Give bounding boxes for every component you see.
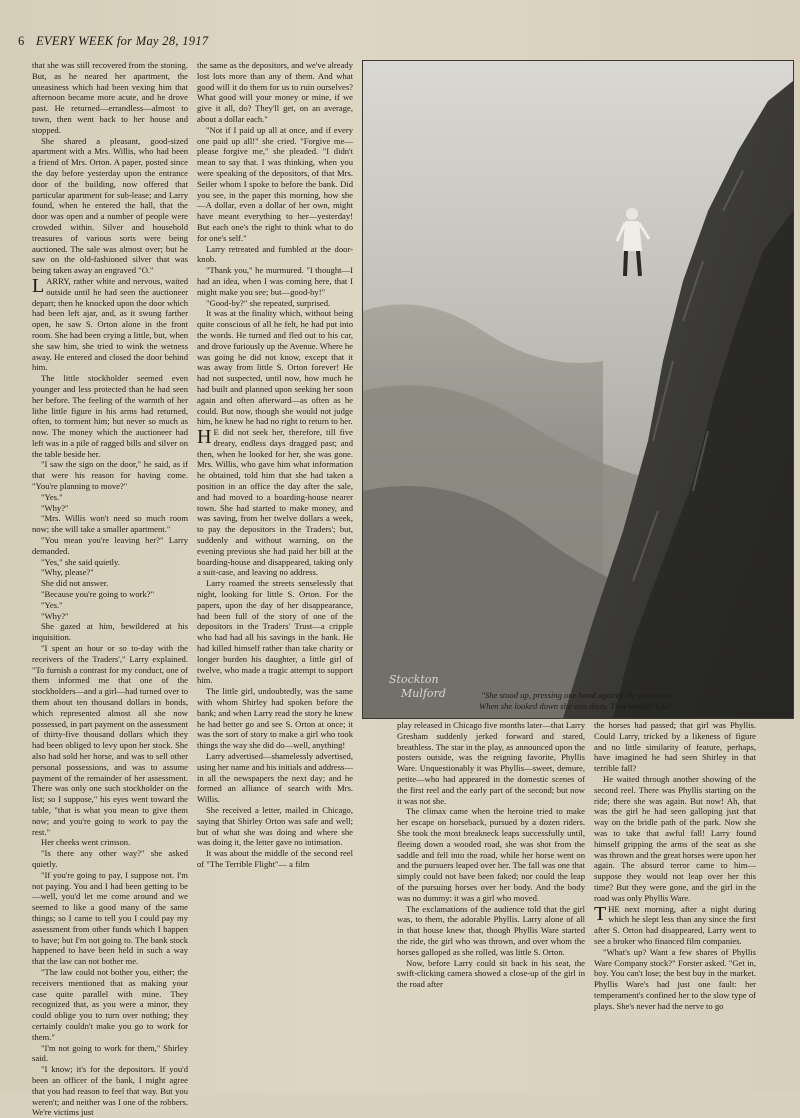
paragraph [197, 308, 353, 427]
paragraph-text: "Is there any other way?" she asked quietly. [32, 848, 188, 869]
paragraph-text: "I spent an hour or so to-day with the receivers of the Traders'," Larry explained. "To furnish a contrast for my conduct, one of them informed me that one of the stockholders—and a girl—had turned over to them about ten thousand dollars in bonds, which represented almost all she now possessed, in part payment on the assessment of thirty-five thousand dollars which they had been obliged to levy upon her stock. She also had sold her horse, and was to sell other personal possessions, and was to assume payment of the remainder of her assessment. There was only one such stockholder on the list; so I suppose," his eyes went toward the table, "that is what you mean to give them now; and you're going to work to pay the rest." [32, 643, 188, 837]
paragraph [32, 1043, 188, 1065]
mountain-illustration [362, 60, 794, 719]
paragraph [197, 125, 353, 244]
paragraph-text: She gazed at him, bewildered at his inquisition. [32, 621, 188, 643]
paragraph-text: Now, before Larry could sit back in his seat, the swift-clicking camera showed a close-up of the girl in the road after [397, 957, 585, 990]
illustration-caption [362, 690, 792, 712]
paragraph [32, 557, 188, 568]
paragraph [32, 276, 188, 373]
paragraph-text: "Good-by?" she repeated, surprised. [206, 297, 331, 308]
paragraph [32, 459, 188, 491]
paragraph [197, 578, 353, 686]
paragraph-text: It was at the finality which, without being quite conscious of all he felt, he had put into the words. He turned and fled out to his car, and drove furiously up the Avenue. Where he was going he did not know, except that it was away from little S. Orton forever! He had not suspected, until now, how much he had built and planned upon seeking her soon again and often afterward—as often as he could. But now, though she would not judge him, he knew he had no right to return to her. [197, 308, 353, 427]
paragraph [32, 837, 188, 848]
paragraph [397, 904, 585, 958]
paragraph [32, 611, 188, 622]
paragraph-text: "What's up? Want a few shares of Phyllis Ware Company stock?" Forster asked. "Get in, boy. You can't lose; the best buy in the market. Phyllis Ware's had just one fault: her temperament's confined her to the slow type of plays. She's never had the nerve to go [594, 946, 756, 1011]
paragraph-text: E did not seek her, therefore, till five dreary, endless days dragged past; and then, when he looked for her, she was gone. Mrs. Willis, who gave him what information he obtained, told him that she had taken a position in an office the day after the sale, and had moved to a boarding-house nearer town. She had started to make money, and was saving, from her twelve dollars a week, to pay the depositors in the Traders'; but, suddenly and without warning, on the evening previous she had paid her bill at the boarding-house and disappeared, taking only a suit-case, and leaving no address. [197, 427, 353, 578]
paragraph-text: She did not answer. [41, 578, 109, 589]
paragraph-text: the same as the depositors, and we've already lost lots more than any of them. And what good will it do them for us to ruin ourselves? What good will your money or mine, if we give it all, do? They'll get, on an average, about a dollar each." [197, 60, 353, 124]
paragraph-text: "Yes." [41, 599, 63, 610]
paragraph [32, 600, 188, 611]
paragraph-text: "Thank you," he murmured. "I thought—I had an idea, when I was coming here, that I might make you see; but—good-by!" [197, 265, 353, 297]
paragraph [197, 848, 353, 870]
paragraph [32, 492, 188, 503]
paragraph-text: the horses had passed; that girl was Phyllis. Could Larry, tricked by a likeness of figure and no little similarity of feature, perhaps, have imagined he had seen Shirley in that terrible fall? [594, 720, 756, 774]
paragraph-text: "Mrs. Willis won't need so much room now; she will take a smaller apartment." [32, 513, 188, 535]
paragraph-text: "I know; it's for the depositors. If you'd been an officer of the bank, I might agree that you had reason to feel that way. But you weren't; and neither was I one of the robbers. We're victims just [32, 1064, 188, 1118]
paragraph [197, 686, 353, 751]
paragraph-text: It was about the middle of the second reel of "The Terrible Flight"— a film [197, 848, 353, 869]
paragraph [32, 60, 188, 136]
paragraph-text: "I saw the sign on the door," he said, as if that were his reason for having come. "You're planning to move?" [32, 459, 188, 492]
paragraph-text: Larry advertised—shamelessly advertised, using her name and his initials and address—in all the newspapers the next day; and he formed an alliance of search with Mrs. Willis. [197, 751, 353, 805]
drop-cap: H [197, 426, 212, 449]
paragraph-text: "You mean you're leaving her?" Larry demanded. [32, 535, 188, 556]
paragraph-text: "Why, please?" [41, 567, 94, 578]
caption-line-2: When she looked down she was dizzy. That wouldn't do!" [479, 700, 675, 711]
paragraph [32, 870, 188, 967]
paragraph [197, 60, 353, 125]
drop-cap: L [32, 274, 45, 297]
drop-cap: T [594, 902, 607, 925]
paragraph-text: The little girl, undoubtedly, was the same with whom Shirley had spoken before the bank; and when Larry read the story he knew he had better go and see S. Orton at once; it was the sort of story to make a girl who took things the way she did do—well, anything! [197, 686, 353, 751]
text-column-4 [594, 720, 756, 1090]
artist-signature-1: Stockton [389, 673, 439, 686]
paragraph [197, 265, 353, 297]
paragraph-text: Her cheeks went crimson. [41, 837, 131, 848]
paragraph-text: "Yes," she said quietly. [41, 556, 120, 567]
paragraph [397, 958, 585, 990]
paragraph-text: Larry retreated and fumbled at the door-knob. [197, 243, 353, 265]
paragraph-text: He waited through another showing of the second reel. There was Phyllis starting on the ride; there she was again. But now! Ah, that was the girl he had seen galloping just that way on the bridle path of the park. Now she was to take that awful fall! Larry found himself gripping the arms of the seat as she was thrown and the great horses were upon her again. The absurd terror came to him—suppose they would not leap over her this time? But they were gone, and the girl in the road was only Phyllis Ware. [594, 773, 756, 903]
paragraph [32, 1064, 188, 1118]
paragraph-text: "I'm not going to work for them," Shirley said. [32, 1042, 188, 1064]
running-title: EVERY WEEK for May 28, 1917 [36, 34, 209, 48]
paragraph [32, 589, 188, 600]
paragraph [32, 567, 188, 578]
paragraph-text: The climax came when the heroine tried to make her escape on horseback, pursued by a dozen riders. She took the most breakneck leaps successfully until, fleeing down a wooded road, she was shot from the saddle and fell into the road, while her horse went on and the pursuers leaped over her. The fall was one that simply could not have been faked; nor could the leap of the pursuing horses over her body. And the body was no dummy: it was a girl who moved. [397, 806, 585, 903]
paragraph [32, 503, 188, 514]
paragraph-text: "Why?" [41, 610, 69, 621]
artist-signature-2: Mulford [401, 687, 446, 700]
paragraph-text: The little stockholder seemed even younger and less protected than he had seen her before. The feeling of the warmth of her lithe little figure in his arms had returned, often, to torment him; but never so much as now. The money which the auctioneer had left was in a pile of ragged bills and silver on the table beside her. [32, 373, 188, 459]
page-header [18, 34, 208, 49]
paragraph-text: "The law could not bother you, either; the receivers mentioned that as making your case quite parallel with mine. They recognized that, as you were a minor, they could oblige you to turn over nothing; they certainly couldn't make you go to work for them." [32, 966, 188, 1042]
text-column-1 [32, 60, 188, 1118]
paragraph-text: "Because you're going to work?" [41, 589, 155, 600]
text-column-2 [197, 60, 353, 1090]
paragraph [32, 373, 188, 459]
page-number: 6 [18, 34, 25, 48]
paragraph [594, 947, 756, 1012]
paragraph [397, 720, 585, 806]
paragraph [197, 244, 353, 266]
paragraph-text: She received a letter, mailed in Chicago, saying that Shirley Orton was safe and well; but of what she was doing and where she was doing it, the letter gave no intimation. [197, 804, 353, 848]
paragraph-text: "Why?" [41, 502, 69, 513]
paragraph [197, 805, 353, 848]
paragraph [32, 967, 188, 1043]
caption-line-1: "She stood up, pressing one hand against the mountain. [481, 690, 673, 700]
paragraph [397, 806, 585, 903]
paragraph-text: that she was still recovered from the stoning. But, as he neared her apartment, the uneasiness which had been vexing him that afternoon became more acute, and he drove past. He returned—errandless—almost to town, then went back to her house and stopped. [32, 60, 188, 135]
paragraph [32, 513, 188, 535]
paragraph [32, 621, 188, 643]
paragraph-text: "If you're going to pay, I suppose not. I'm not paying. You and I had been getting to be—well, you'd let me come around and we seemed to like a good many of the same things; so I came to tell you I could pay my assessment from other funds which I happen to have; but I'm not going to. The bank stock happened to have been held in such a way that the law can not bother me. [32, 869, 188, 967]
paragraph [32, 643, 188, 837]
paragraph-text: "Yes." [41, 491, 63, 502]
paragraph [197, 427, 353, 578]
paragraph-text: play released in Chicago five months later—that Larry Gresham suddenly jerked forward and stared, breathless. The star in the play, as announced upon the posters outside, was the reigning favorite, Phyllis Ware. Unquestionably it was Phyllis—sweet, demure, petite—who had appeared in the domestic scenes of the first reel and the early part of the second; but now it was not she. [397, 720, 585, 806]
illustration-drawing [363, 61, 793, 718]
paragraph [32, 578, 188, 589]
paragraph [32, 535, 188, 557]
paragraph [594, 904, 756, 947]
paragraph [197, 751, 353, 805]
paragraph [32, 136, 188, 276]
paragraph [594, 720, 756, 774]
paragraph [197, 298, 353, 309]
paragraph-text: The exclamations of the audience told that the girl was, to them, the adorable Phyllis. Larry alone of all in that house knew that, though Phyllis Ware started the ride, the girl who was thrown, and over whom the horses galloped as she rolled, was little S. Orton. [397, 903, 585, 957]
paragraph-text: HE next morning, after a night during which he slept less than any since the first after S. Orton had disappeared, Larry went to see a broker who financed film companies. [594, 903, 756, 946]
paragraph [32, 848, 188, 870]
paragraph-text: "Not if I paid up all at once, and if every one paid up all!" she cried. "Forgive me—please forgive me," she pleaded. "I didn't mean to say that. I was thinking, when you were speaking of the depositors, of that Mrs. Seiler whom I spoke to before the bank. Did you see, in the paper this morning, how she—A dollar, even a dollar of her own, might have meant everything to her—yesterday! But each one's the right to think what to do for one's self." [197, 124, 353, 243]
paragraph [594, 774, 756, 904]
text-column-3 [397, 720, 585, 1090]
paragraph-text: ARRY, rather white and nervous, waited outside until he had seen the auctioneer depart; then he knocked upon the door which had been left ajar, and, as it swung farther open, he saw S. Orton alone in the front room. She had been crying a little, but, when she saw him, she tried to wink the wetness away. He entered and closed the door behind him. [32, 275, 188, 373]
paragraph-text: She shared a pleasant, good-sized apartment with a Mrs. Willis, who had been a friend of Mrs. Orton. A paper, posted since the day before yesterday upon the entrance door of the building, now offered that particular apartment for sub-lease; and Larry found, when he entered the hall, that the door was open and a number of people were crowded within. Silver and household treasures of various sorts were being auctioned. The sale was almost over; but he saw on the old-fashioned silver that was being taken away an engraved "O." [32, 135, 188, 276]
paragraph-text: Larry roamed the streets senselessly that night, looking for little S. Orton. For the papers, upon the day of her disappearance, had been full of the story of one of the depositors in the Traders' Trust—a cripple who had had all his savings in the bank. He had killed himself rather than take charity or longer burden his daughter, a little girl of twelve, who made a tragic attempt to support him. [197, 578, 353, 686]
